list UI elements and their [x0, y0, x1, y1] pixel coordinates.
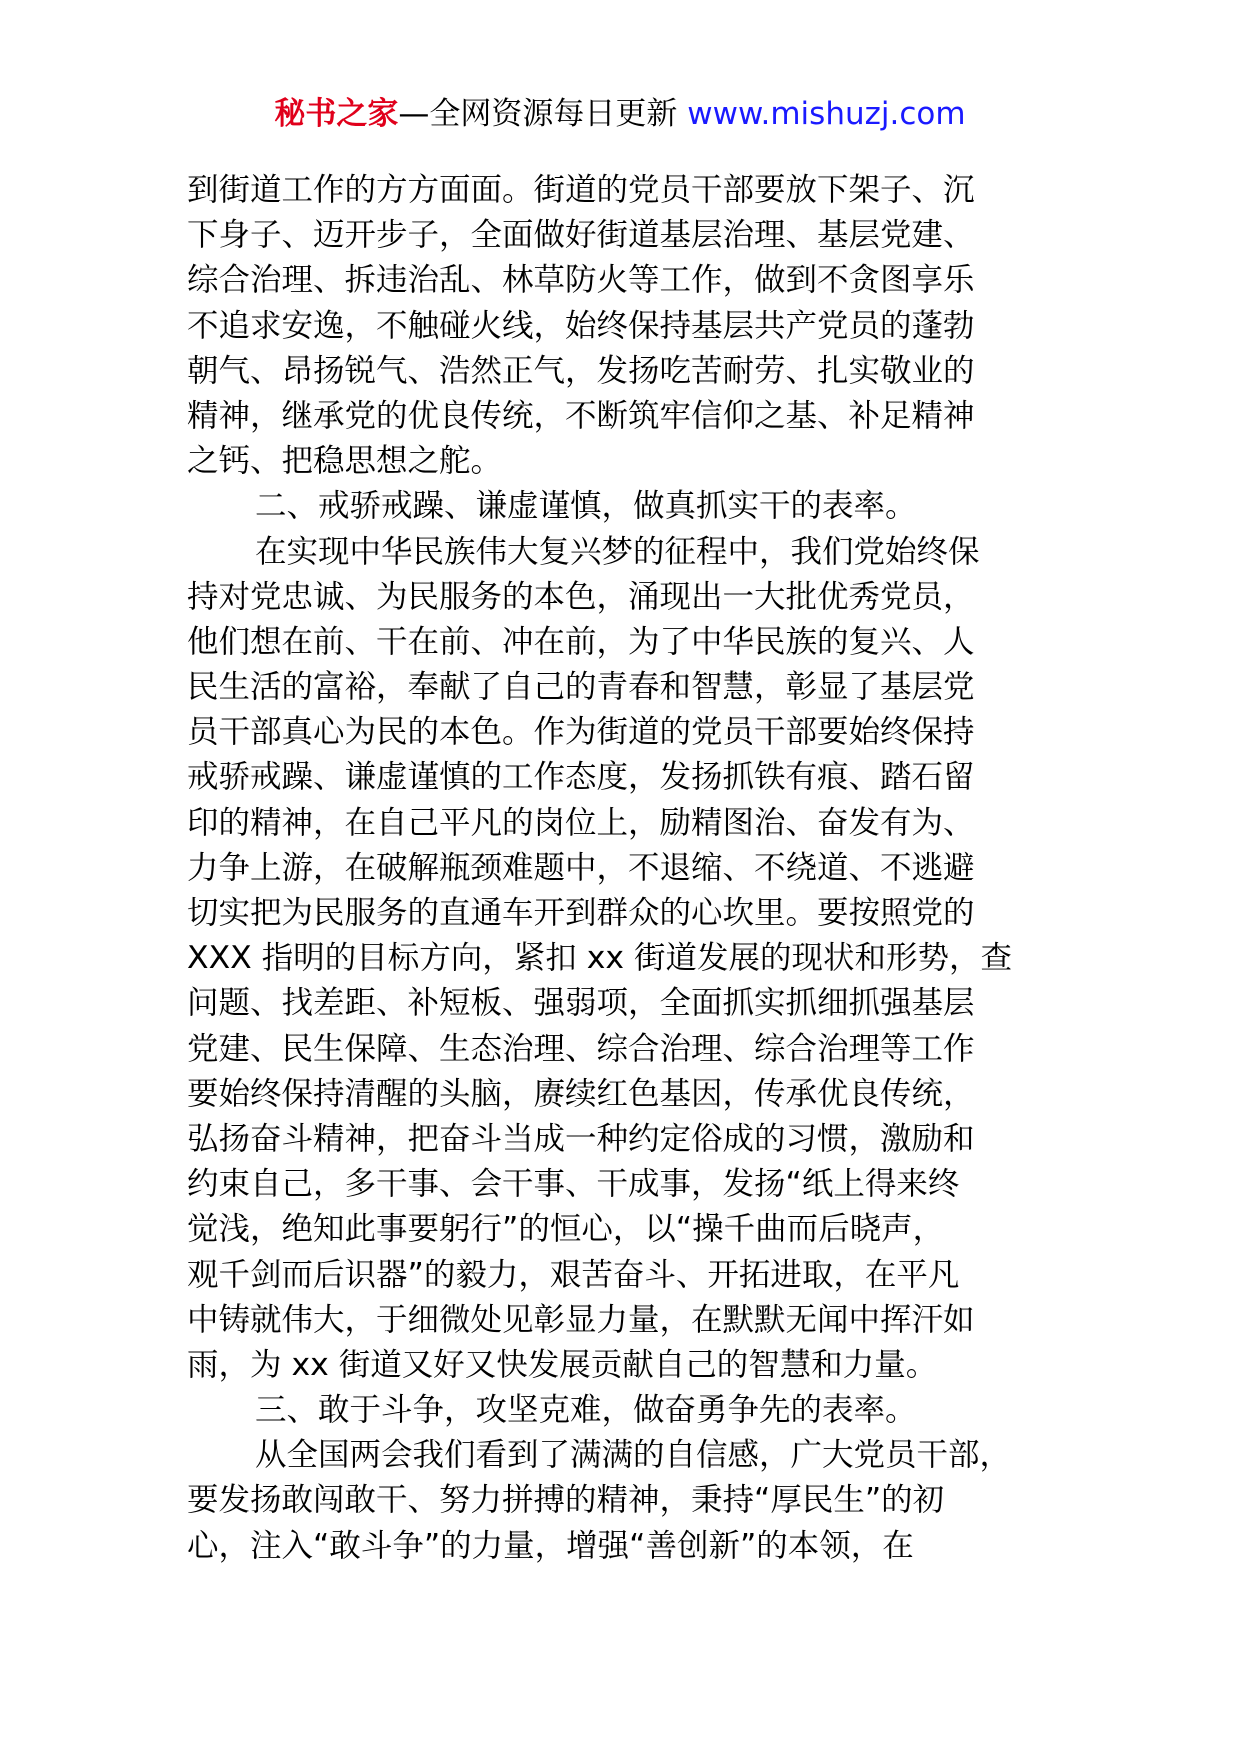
paragraph-line: 问题、找差距、补短板、强弱项，全面抓实抓细抓强基层 [187, 985, 975, 1022]
paragraph-line: 综合治理、拆违治乱、林草防火等工作，做到不贪图享乐 [187, 262, 975, 299]
paragraph-line: 约束自己，多干事、会干事、干成事，发扬“纸上得来终 [187, 1166, 960, 1203]
paragraph-line: 弘扬奋斗精神，把奋斗当成一种约定俗成的习惯，激励和 [187, 1120, 975, 1157]
paragraph-line: 党建、民生保障、生态治理、综合治理、综合治理等工作 [187, 1030, 975, 1067]
paragraph-line: 员干部真心为民的本色。作为街道的党员干部要始终保持 [187, 714, 975, 751]
paragraph-line: 要发扬敢闯敢干、努力拼搏的精神，秉持“厚民生”的初 [187, 1482, 945, 1519]
section-heading: 三、敢于斗争，攻坚克难，做奋勇争先的表率。 [255, 1392, 917, 1429]
page-header [0, 92, 1240, 136]
paragraph-line: XXX 指明的目标方向，紧扣 xx 街道发展的现状和形势，查 [187, 940, 1013, 977]
paragraph-line: 要始终保持清醒的头脑，赓续红色基因，传承优良传统， [187, 1075, 975, 1112]
paragraph-line: 之钙、把稳思想之舵。 [187, 443, 503, 480]
paragraph-line: 他们想在前、干在前、冲在前，为了中华民族的复兴、人 [187, 623, 975, 660]
paragraph-line: 下身子、迈开步子，全面做好街道基层治理、基层党建、 [187, 217, 975, 254]
paragraph-line: 力争上游，在破解瓶颈难题中，不退缩、不绕道、不逃避 [187, 849, 975, 886]
paragraph-line: 印的精神，在自己平凡的岗位上，励精图治、奋发有为、 [187, 804, 975, 841]
paragraph-line: 不追求安逸，不触碰火线，始终保持基层共产党员的蓬勃 [187, 307, 975, 344]
paragraph-line: 精神，继承党的优良传统，不断筑牢信仰之基、补足精神 [187, 397, 975, 434]
paragraph-line: 从全国两会我们看到了满满的自信感，广大党员干部， [255, 1437, 1012, 1474]
site-url-link[interactable]: www.mishuzj.com [687, 96, 966, 132]
paragraph-line: 雨，为 xx 街道又好又快发展贡献自己的智慧和力量。 [187, 1346, 938, 1383]
document-body [187, 168, 1067, 1569]
paragraph-line: 觉浅，绝知此事要躬行”的恒心，以“操千曲而后晓声， [187, 1211, 945, 1248]
site-tagline: —全网资源每日更新 [398, 96, 678, 132]
paragraph-line: 戒骄戒躁、谦虚谨慎的工作态度，发扬抓铁有痕、踏石留 [187, 759, 975, 796]
paragraph-line: 朝气、昂扬锐气、浩然正气，发扬吃苦耐劳、扎实敬业的 [187, 352, 975, 389]
paragraph-line: 心，注入“敢斗争”的力量，增强“善创新”的本领，在 [187, 1527, 914, 1564]
paragraph-line: 持对党忠诚、为民服务的本色，涌现出一大批优秀党员， [187, 578, 975, 615]
paragraph-line: 到街道工作的方方面面。街道的党员干部要放下架子、沉 [187, 172, 975, 208]
paragraph-line: 切实把为民服务的直通车开到群众的心坎里。要按照党的 [187, 895, 975, 931]
paragraph-line: 民生活的富裕，奉献了自己的青春和智慧，彰显了基层党 [187, 669, 975, 706]
paragraph-line: 中铸就伟大，于细微处见彰显力量，在默默无闻中挥汗如 [187, 1301, 975, 1338]
section-heading: 二、戒骄戒躁、谦虚谨慎，做真抓实干的表率。 [255, 488, 917, 525]
site-brand: 秘书之家 [274, 96, 399, 132]
paragraph-line: 观千剑而后识器”的毅力，艰苦奋斗、开拓进取，在平凡 [187, 1256, 960, 1293]
paragraph-line: 在实现中华民族伟大复兴梦的征程中，我们党始终保 [255, 533, 980, 570]
